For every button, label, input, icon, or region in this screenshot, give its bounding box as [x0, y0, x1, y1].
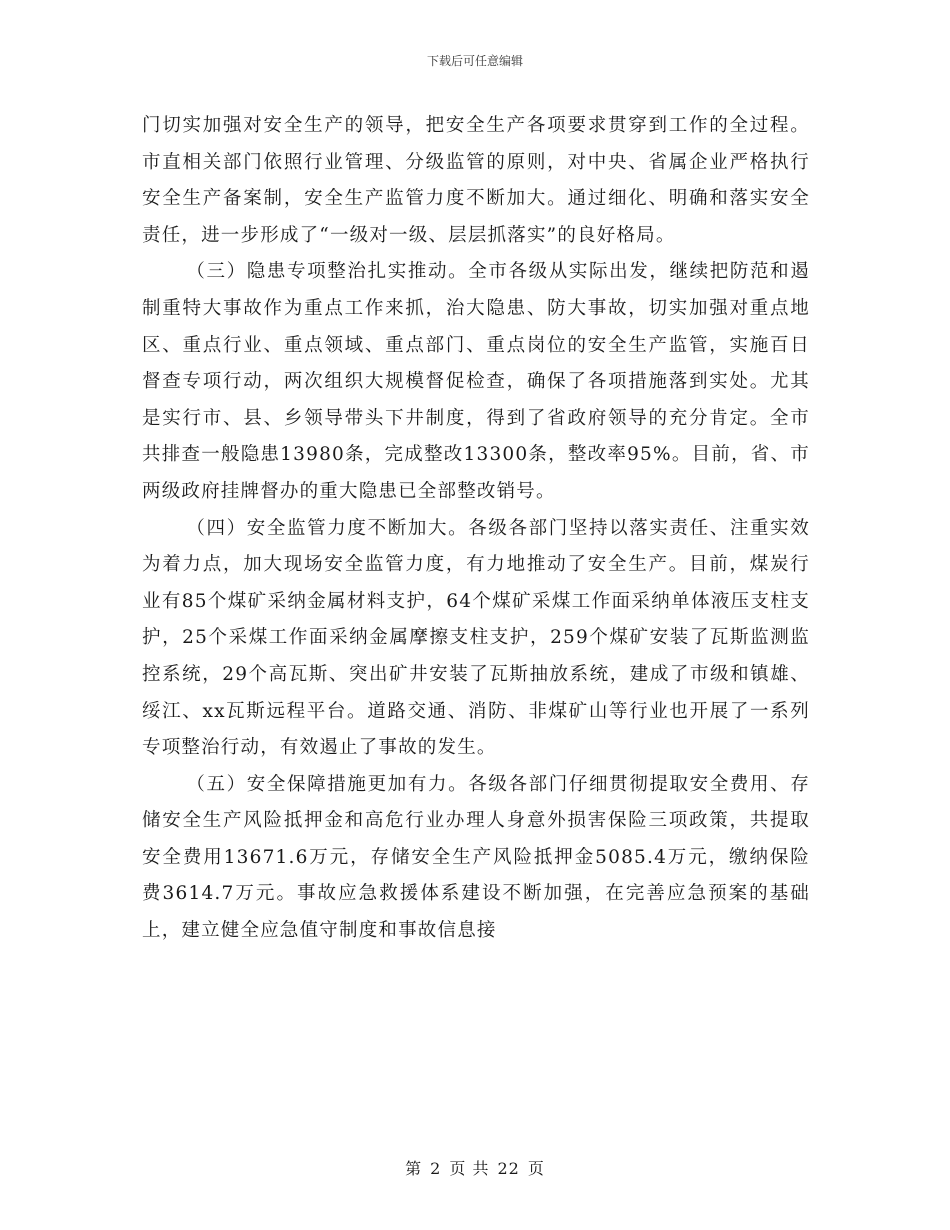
paragraph-section-3: （三）隐患专项整治扎实推动。全市各级从实际出发，继续把防范和遏制重特大事故作为重点工作来抓，治大隐患、防大事故，切实加强对重点地区、重点行业、重点领域、重点部门、重点岗位的安全生产监管，实施百日督查专项行动，两次组织大规模督促检查，确保了各项措施落到实处。尤其是实行市、县、乡领导带头下井制度，得到了省政府领导的充分肯定。全市共排查一般隐患13980条，完成整改13300条，整改率95%。目前，省、市两级政府挂牌督办的重大隐患已全部整改销号。 — [142, 261, 810, 502]
paragraph-continuation: 门切实加强对安全生产的领导，把安全生产各项要求贯穿到工作的全过程。市直相关部门依照行业管理、分级监管的原则，对中央、省属企业严格执行安全生产备案制，安全生产监管力度不断加大。通过细化、明确和落实安全责任，进一步形成了“一级对一级、层层抓落实”的良好格局。 — [142, 115, 810, 246]
footer-suffix: 页 — [527, 1159, 545, 1178]
current-page-number: 2 — [430, 1159, 442, 1178]
footer-prefix: 第 — [405, 1159, 423, 1178]
total-page-number: 22 — [497, 1159, 520, 1178]
paragraph-section-5: （五）安全保障措施更加有力。各级各部门仔细贯彻提取安全费用、存储安全生产风险抵押金和高危行业办理人身意外损害保险三项政策，共提取安全费用13671.6万元，存储安全生产风险抵押金5085.4万元，缴纳保险费3614.7万元。事故应急救援体系建设不断加强，在完善应急预案的基础上，建立健全应急值守制度和事故信息接 — [142, 773, 810, 942]
document-body — [142, 108, 810, 950]
paragraph-section-4: （四）安全监管力度不断加大。各级各部门坚持以落实责任、注重实效为着力点，加大现场安全监管力度，有力地推动了安全生产。目前，煤炭行业有85个煤矿采纳金属材料支护，64个煤矿采煤工作面采纳单体液压支柱支护，25个采煤工作面采纳金属摩擦支柱支护，259个煤矿安装了瓦斯监测监控系统，29个高瓦斯、突出矿井安装了瓦斯抽放系统，建成了市级和镇雄、绥江、xx瓦斯远程平台。道路交通、消防、非煤矿山等行业也开展了一系列专项整治行动，有效遏止了事故的发生。 — [142, 517, 810, 759]
footer-middle: 页 共 — [449, 1159, 490, 1178]
page-footer — [0, 1156, 950, 1179]
page-header: 下载后可任意编辑 — [426, 54, 523, 68]
